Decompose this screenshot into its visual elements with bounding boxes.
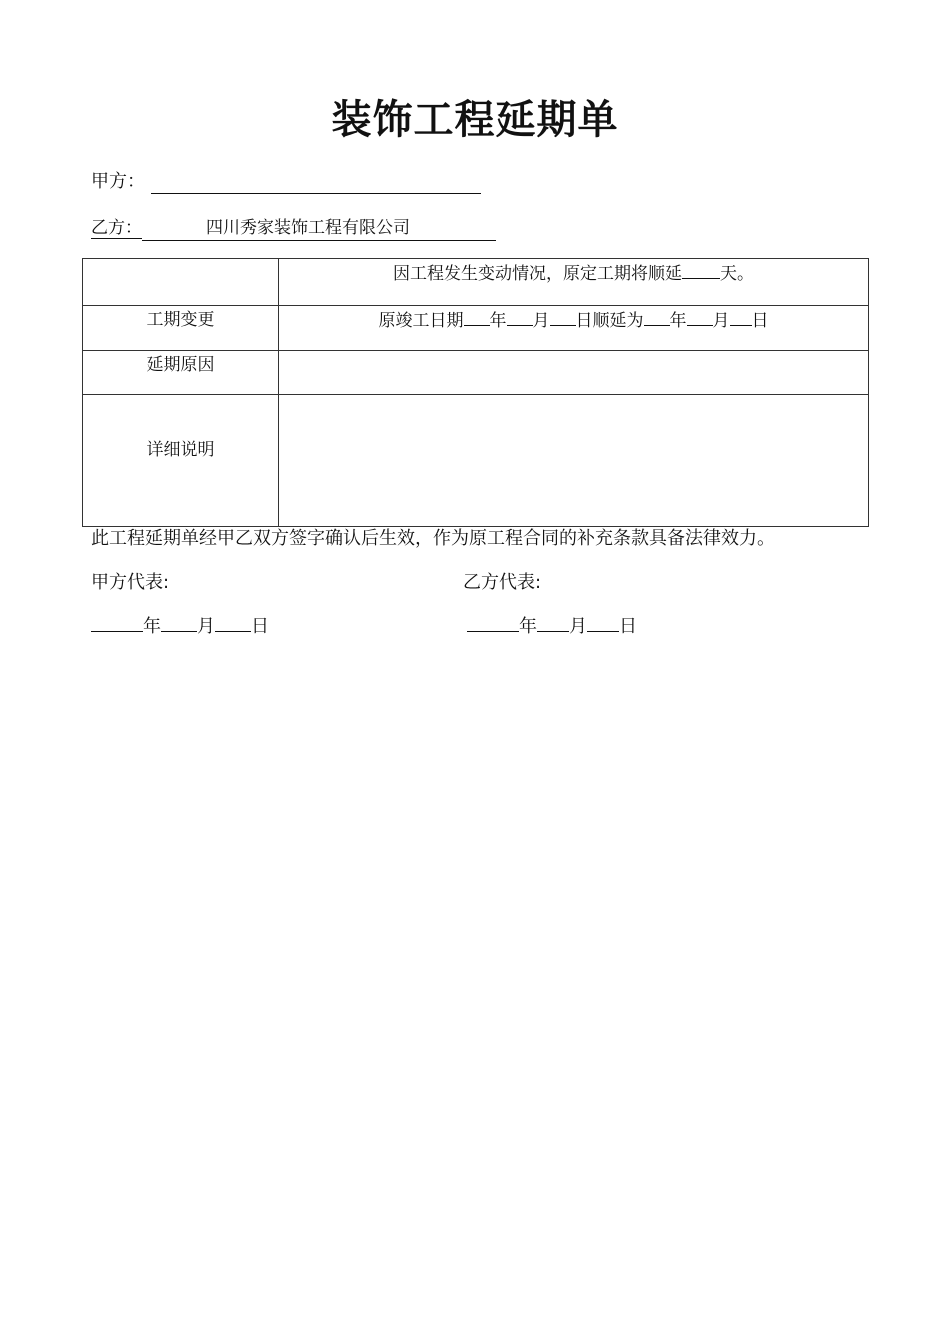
month-label: 月: [569, 616, 587, 637]
table-row: [83, 395, 869, 527]
party-b-day-blank[interactable]: [587, 615, 619, 632]
month-label: 月: [532, 311, 550, 331]
party-a-blank[interactable]: [151, 175, 481, 194]
party-a-line: [91, 170, 481, 194]
party-a-month-blank[interactable]: [161, 615, 197, 632]
schedule-change-label: 工期变更: [146, 310, 215, 330]
year-label: 年: [669, 311, 687, 331]
empty-label-cell: [83, 259, 279, 306]
party-b-label: 乙方：: [91, 218, 142, 238]
year-label: 年: [489, 311, 507, 331]
party-b-date: [467, 615, 637, 639]
delay-reason-label-cell: [83, 351, 279, 395]
year-label: 年: [143, 616, 161, 637]
party-b-year-blank[interactable]: [467, 615, 519, 632]
schedule-change-label-cell: [83, 306, 279, 351]
orig-day-blank[interactable]: [550, 309, 576, 326]
extension-days-cell: [279, 259, 869, 306]
extend-to-label: 日顺延为: [575, 311, 644, 331]
party-a-day-blank[interactable]: [215, 615, 251, 632]
delay-form-table: [82, 258, 869, 527]
legal-note: 此工程延期单经甲乙双方签字确认后生效，作为原工程合同的补充条款具备法律效力。: [91, 528, 775, 549]
orig-year-blank[interactable]: [464, 309, 490, 326]
party-b-line: [91, 216, 496, 241]
delay-reason-label: 延期原因: [146, 355, 215, 375]
orig-month-blank[interactable]: [507, 309, 533, 326]
party-a-label: 甲方：: [91, 171, 145, 192]
day-label: 日: [619, 616, 637, 637]
delay-reason-field[interactable]: [279, 351, 869, 395]
details-label: 详细说明: [146, 440, 215, 460]
day-label: 日: [751, 311, 769, 331]
document-title: 装饰工程延期单: [331, 97, 619, 143]
party-a-representative: 甲方代表:: [91, 572, 170, 593]
extension-text: 因工程发生变动情况，原定工期将顺延: [393, 264, 682, 284]
new-month-blank[interactable]: [687, 309, 713, 326]
day-label: 日: [251, 616, 269, 637]
days-blank[interactable]: [682, 262, 720, 279]
new-day-blank[interactable]: [730, 309, 752, 326]
month-label: 月: [712, 311, 730, 331]
month-label: 月: [197, 616, 215, 637]
table-row: [83, 259, 869, 306]
details-field[interactable]: [279, 395, 869, 527]
table-row: [83, 306, 869, 351]
details-label-cell: [83, 395, 279, 527]
party-b-month-blank[interactable]: [537, 615, 569, 632]
new-year-blank[interactable]: [644, 309, 670, 326]
party-a-year-blank[interactable]: [91, 615, 143, 632]
party-a-date: [91, 615, 269, 639]
schedule-change-cell: [279, 306, 869, 351]
party-b-value: 四川秀家装饰工程有限公司: [142, 216, 496, 241]
days-unit: 天。: [720, 264, 754, 284]
party-b-representative: 乙方代表:: [463, 572, 542, 593]
table-row: [83, 351, 869, 395]
original-completion-label: 原竣工日期: [378, 311, 464, 331]
year-label: 年: [519, 616, 537, 637]
